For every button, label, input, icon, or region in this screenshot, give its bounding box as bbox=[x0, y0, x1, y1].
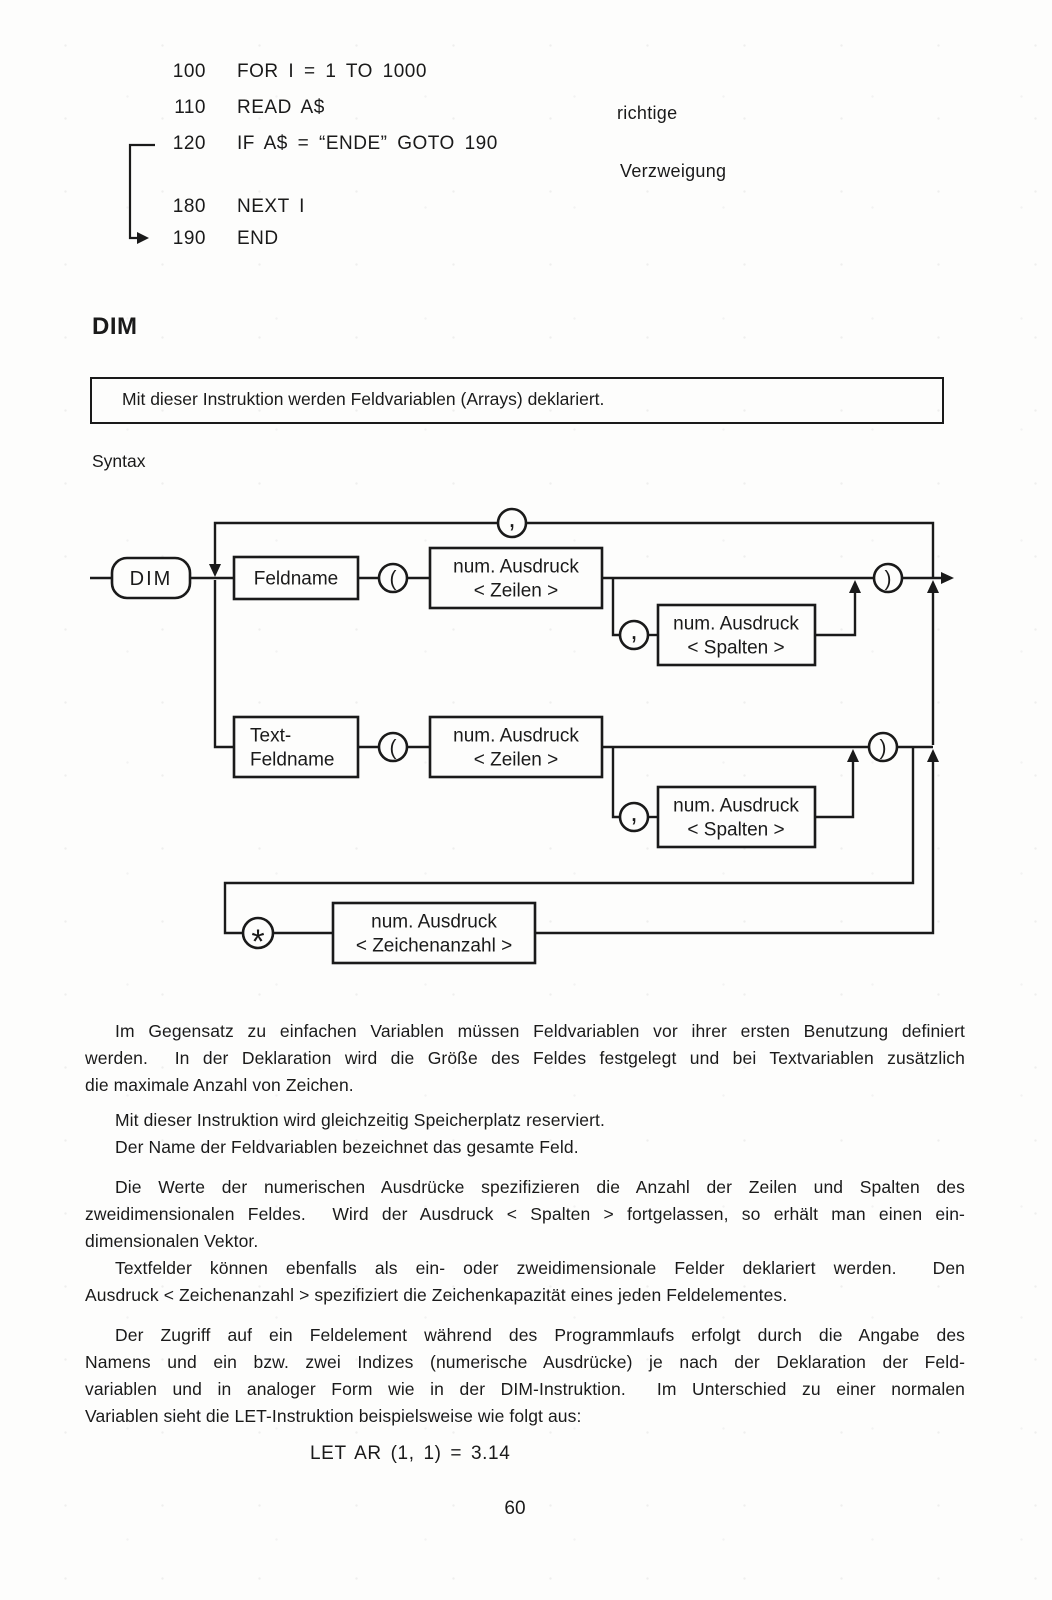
section-heading: DIM bbox=[92, 313, 138, 340]
comma-glyph: , bbox=[508, 503, 516, 533]
annotation-richtige: richtige bbox=[617, 103, 678, 123]
num-ausdruck-label: num. Ausdruck bbox=[453, 725, 579, 747]
text-line: Die Werte der numerischen Ausdrücke spezifizieren die Anzahl der Zeilen und Spalten des bbox=[115, 1177, 965, 1197]
open-paren-glyph: ( bbox=[389, 567, 397, 591]
text-line: Namens und ein bzw. zwei Indizes (numerische Ausdrücke) je nach der Deklaration der Feld- bbox=[85, 1352, 965, 1372]
paragraph bbox=[85, 1018, 965, 1099]
close-paren-glyph: ) bbox=[884, 567, 892, 591]
code-line-number: 110 bbox=[174, 97, 206, 118]
let-example: LET AR (1, 1) = 3.14 bbox=[310, 1443, 511, 1464]
text-line: Mit dieser Instruktion wird gleichzeitig Speicherplatz reserviert. bbox=[115, 1110, 605, 1130]
num-ausdruck-label: num. Ausdruck bbox=[371, 911, 497, 933]
text-line: Ausdruck < Zeichenanzahl > spezifiziert die Zeichenkapazität eines jeden Feldelementes. bbox=[85, 1285, 788, 1305]
text-line: Der Zugriff auf ein Feldelement während des Programmlaufs erfolgt durch die Angabe des bbox=[115, 1325, 965, 1345]
code-text: FOR I = 1 TO 1000 bbox=[237, 61, 427, 82]
body-text bbox=[85, 1018, 965, 1430]
text-feldname-label-1: Text- bbox=[250, 725, 292, 747]
text-line: variablen und in analoger Form wie in der DIM-Instruktion. Im Unterschied zu einer normalen bbox=[85, 1379, 965, 1399]
page-number: 60 bbox=[504, 1498, 526, 1519]
zeilen-label: < Zeilen > bbox=[473, 580, 559, 602]
comma-glyph: , bbox=[630, 797, 638, 827]
code-line-number: 100 bbox=[172, 61, 206, 82]
text-feldname-label-2: Feldname bbox=[250, 749, 335, 771]
merge-row2-arrowhead-icon bbox=[927, 749, 939, 762]
text-line: Variablen sieht die LET-Instruktion beispielsweise wie folgt aus: bbox=[85, 1406, 582, 1426]
code-text: NEXT I bbox=[237, 196, 305, 217]
annotation-verzweigung: Verzweigung bbox=[620, 161, 727, 181]
num-ausdruck-label: num. Ausdruck bbox=[673, 795, 799, 817]
close-paren-glyph: ) bbox=[879, 736, 887, 760]
comma-glyph: , bbox=[630, 615, 638, 645]
paragraph bbox=[85, 1107, 965, 1161]
loop-entry-arrowhead-icon bbox=[209, 564, 221, 577]
paragraph bbox=[85, 1174, 965, 1255]
num-ausdruck-label: num. Ausdruck bbox=[673, 613, 799, 635]
code-line-number: 190 bbox=[172, 228, 206, 249]
merge-row1-arrowhead-icon bbox=[927, 580, 939, 593]
paragraph bbox=[85, 1255, 965, 1309]
syntax-railroad-diagram bbox=[0, 495, 1052, 985]
spalten-label: < Spalten > bbox=[687, 819, 785, 841]
spalten2-return-arrowhead-icon bbox=[847, 749, 859, 762]
code-text: READ A$ bbox=[237, 97, 325, 118]
text-line: dimensionalen Vektor. bbox=[85, 1231, 259, 1251]
asterisk-glyph: * bbox=[251, 923, 265, 961]
num-ausdruck-label: num. Ausdruck bbox=[453, 556, 579, 578]
paragraph bbox=[85, 1322, 965, 1430]
branch-arrowhead-icon bbox=[137, 232, 149, 244]
code-text: IF A$ = “ENDE” GOTO 190 bbox=[237, 133, 498, 154]
exit-arrowhead-icon bbox=[941, 572, 954, 584]
code-line-number: 120 bbox=[172, 133, 206, 154]
text-line: werden. In der Deklaration wird die Größe des Feldes festgelegt und bei Textvariablen zusätzlich bbox=[85, 1048, 965, 1068]
code-line-number: 180 bbox=[172, 196, 206, 217]
open-paren-glyph: ( bbox=[389, 736, 397, 760]
dim-label: DIM bbox=[129, 568, 173, 590]
syntax-label: Syntax bbox=[92, 451, 146, 471]
text-line: Im Gegensatz zu einfachen Variablen müssen Feldvariablen vor ihrer ersten Benutzung definiert bbox=[115, 1021, 965, 1041]
spalten1-return-arrowhead-icon bbox=[849, 580, 861, 593]
text-line: zweidimensionalen Feldes. Wird der Ausdruck < Spalten > fortgelassen, so erhält man einen ein- bbox=[85, 1204, 965, 1224]
summary-text: Mit dieser Instruktion werden Feldvariablen (Arrays) deklariert. bbox=[122, 389, 605, 409]
code-text: END bbox=[237, 228, 279, 249]
text-line: die maximale Anzahl von Zeichen. bbox=[85, 1075, 354, 1095]
feldname-label: Feldname bbox=[253, 568, 339, 590]
summary-box bbox=[90, 377, 944, 424]
branch-bracket-arrow bbox=[0, 0, 260, 270]
zeichenanzahl-label: < Zeichenanzahl > bbox=[355, 935, 513, 957]
text-line: Der Name der Feldvariablen bezeichnet das gesamte Feld. bbox=[115, 1137, 579, 1157]
text-line: Textfelder können ebenfalls als ein- oder zweidimensionale Felder deklariert werden. Den bbox=[115, 1258, 965, 1278]
zeilen-label: < Zeilen > bbox=[473, 749, 559, 771]
spalten-label: < Spalten > bbox=[687, 637, 785, 659]
